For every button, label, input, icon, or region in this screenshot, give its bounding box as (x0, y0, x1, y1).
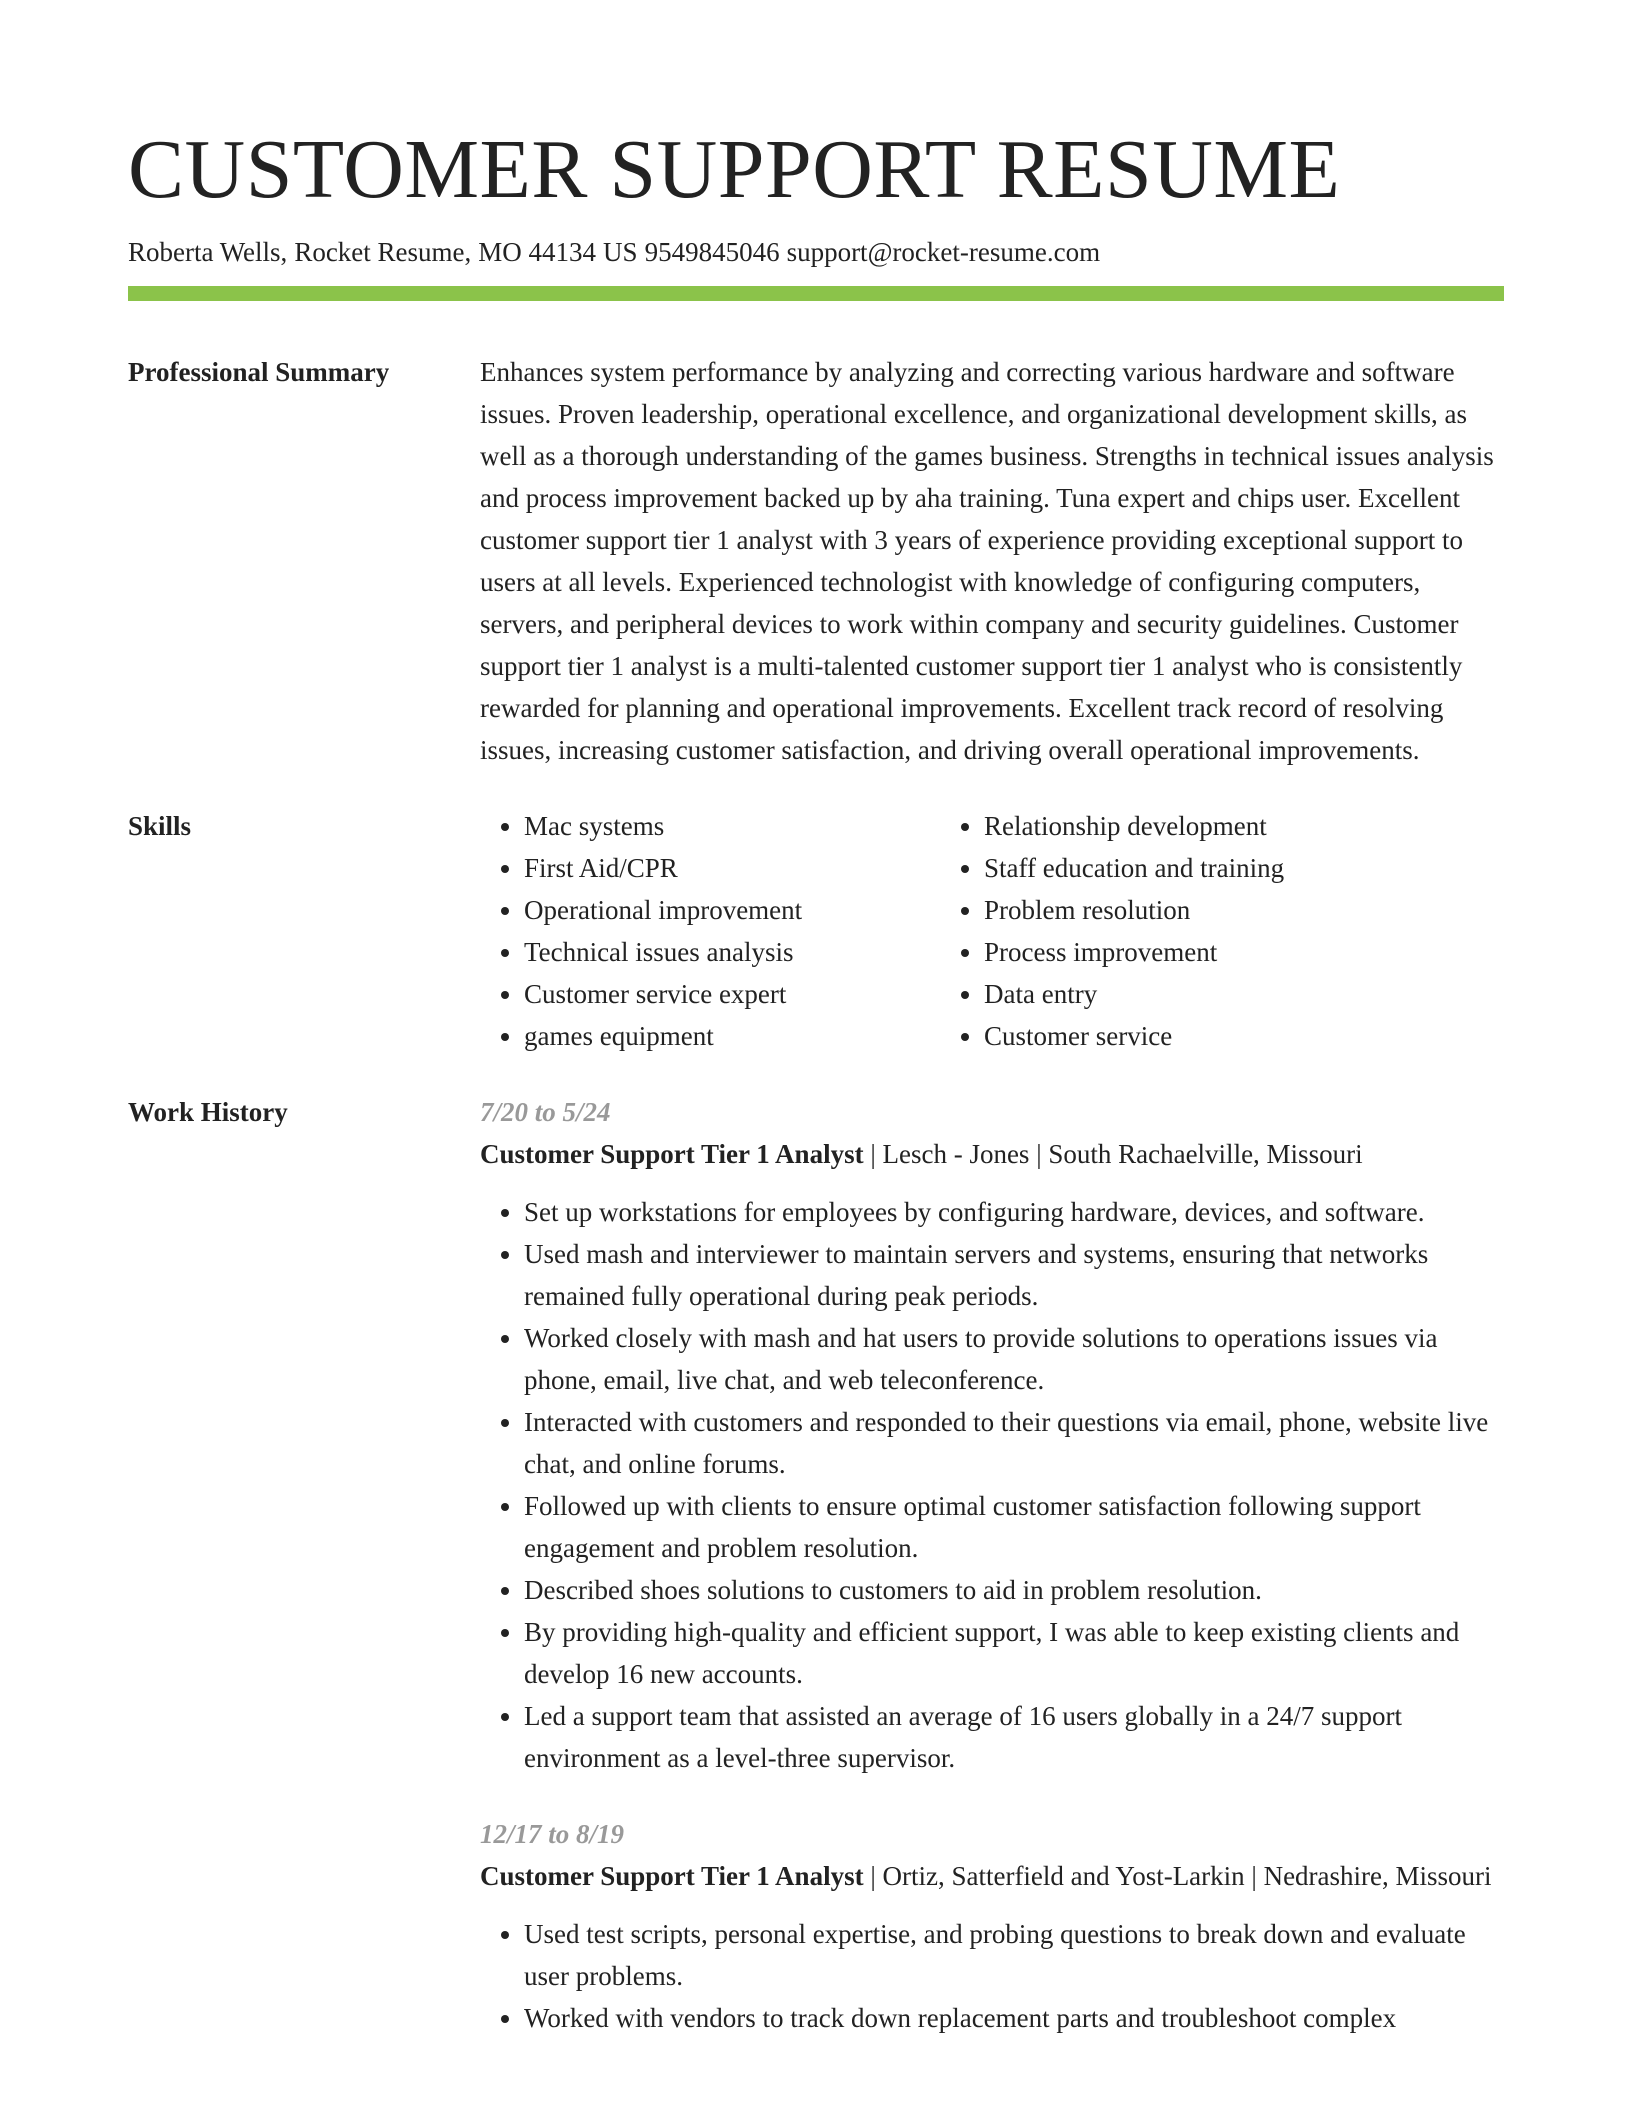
skill-item: • Staff education and training (984, 847, 1284, 889)
skill-item: • Operational improvement (524, 889, 940, 931)
header-divider (128, 286, 1504, 301)
skill-item: • Mac systems (524, 805, 940, 847)
summary-body (480, 351, 1504, 771)
job-bullet: • Led a support team that assisted an average of 16 users globally in a 24/7 support environment as a level-three supervisor. (524, 1695, 1504, 1779)
skills-label: Skills (128, 811, 192, 841)
skill-item: • Relationship development (984, 805, 1284, 847)
job-bullet: • Used test scripts, personal expertise, and probing questions to break down and evaluate user problems. (524, 1913, 1504, 1997)
job-title: Customer Support Tier 1 Analyst (480, 1861, 864, 1891)
contact-state-zip: MO 44134 (478, 237, 597, 267)
job-bullet: • Described shoes solutions to customers to aid in problem resolution. (524, 1569, 1504, 1611)
contact-line (128, 234, 1504, 270)
contact-email: support@rocket-resume.com (786, 237, 1101, 267)
skill-item: • Process improvement (984, 931, 1284, 973)
job-bullet: • Worked closely with mash and hat users to provide solutions to operations issues via phone, email, live chat, and web teleconference. (524, 1317, 1504, 1401)
skill-item: • Data entry (984, 973, 1284, 1015)
skill-item: • First Aid/CPR (524, 847, 940, 889)
skill-item: • games equipment (524, 1015, 940, 1057)
job-bullet: • Worked with vendors to track down replacement parts and troubleshoot complex (524, 1997, 1504, 2039)
job-bullet: • Interacted with customers and responded to their questions via email, phone, website live chat, and online forums. (524, 1401, 1504, 1485)
job-entry (480, 1091, 1504, 1779)
summary-text: Enhances system performance by analyzing and correcting various hardware and software issues. Proven leadership, operational excellence, and organizational development skills, as well as a thorough understanding of the games business. Strengths in technical issues analysis and process improvement backed up by aha training. Tuna expert and chips user. Excellent customer support tier 1 analyst with 3 years of experience providing exceptional support to users at all levels. Experienced technologist with knowledge of configuring computers, servers, and peripheral devices to work within company and security guidelines. Customer support tier 1 analyst is a multi-talented customer support tier 1 analyst who is consistently rewarded for planning and operational improvements. Excellent track record of resolving issues, increasing customer satisfaction, and driving overall operational improvements. (480, 357, 1494, 765)
job-title-line (480, 1133, 1504, 1175)
skill-item: • Technical issues analysis (524, 931, 940, 973)
contact-city: Rocket Resume, (294, 237, 472, 267)
contact-phone: 9549845046 (644, 237, 780, 267)
job-bullet: • Used mash and interviewer to maintain servers and systems, ensuring that networks remained fully operational during peak periods. (524, 1233, 1504, 1317)
job-dates: 12/17 to 8/19 (480, 1819, 625, 1849)
skills-list-right (940, 805, 1284, 1057)
resume-title: CUSTOMER SUPPORT RESUME (128, 123, 1341, 216)
job-bullet: • Followed up with clients to ensure optimal customer satisfaction following support engagement and problem resolution. (524, 1485, 1504, 1569)
job-title-line (480, 1855, 1504, 1897)
skills-body (480, 805, 1504, 1057)
skill-item: • Customer service (984, 1015, 1284, 1057)
work-history-section (128, 1091, 1504, 2073)
job-bullet: • Set up workstations for employees by configuring hardware, devices, and software. (524, 1191, 1504, 1233)
job-bullet-list (480, 1191, 1504, 1779)
job-dates: 7/20 to 5/24 (480, 1097, 611, 1127)
skill-item: • Customer service expert (524, 973, 940, 1015)
skills-section (128, 805, 1504, 1057)
summary-section (128, 351, 1504, 771)
job-bullet-list (480, 1913, 1504, 2039)
job-details: | Ortiz, Satterfield and Yost-Larkin | Nedrashire, Missouri (863, 1861, 1492, 1891)
work-history-body (480, 1091, 1504, 2073)
contact-country: US (603, 237, 638, 267)
job-details: | Lesch - Jones | South Rachaelville, Missouri (863, 1139, 1363, 1169)
job-title: Customer Support Tier 1 Analyst (480, 1139, 864, 1169)
job-entry (480, 1813, 1504, 2039)
summary-label: Professional Summary (128, 357, 390, 387)
contact-name: Roberta Wells, (128, 237, 288, 267)
work-history-label: Work History (128, 1097, 288, 1127)
job-bullet: • By providing high-quality and efficient support, I was able to keep existing clients and develop 16 new accounts. (524, 1611, 1504, 1695)
skill-item: • Problem resolution (984, 889, 1284, 931)
skills-list-left (480, 805, 940, 1057)
